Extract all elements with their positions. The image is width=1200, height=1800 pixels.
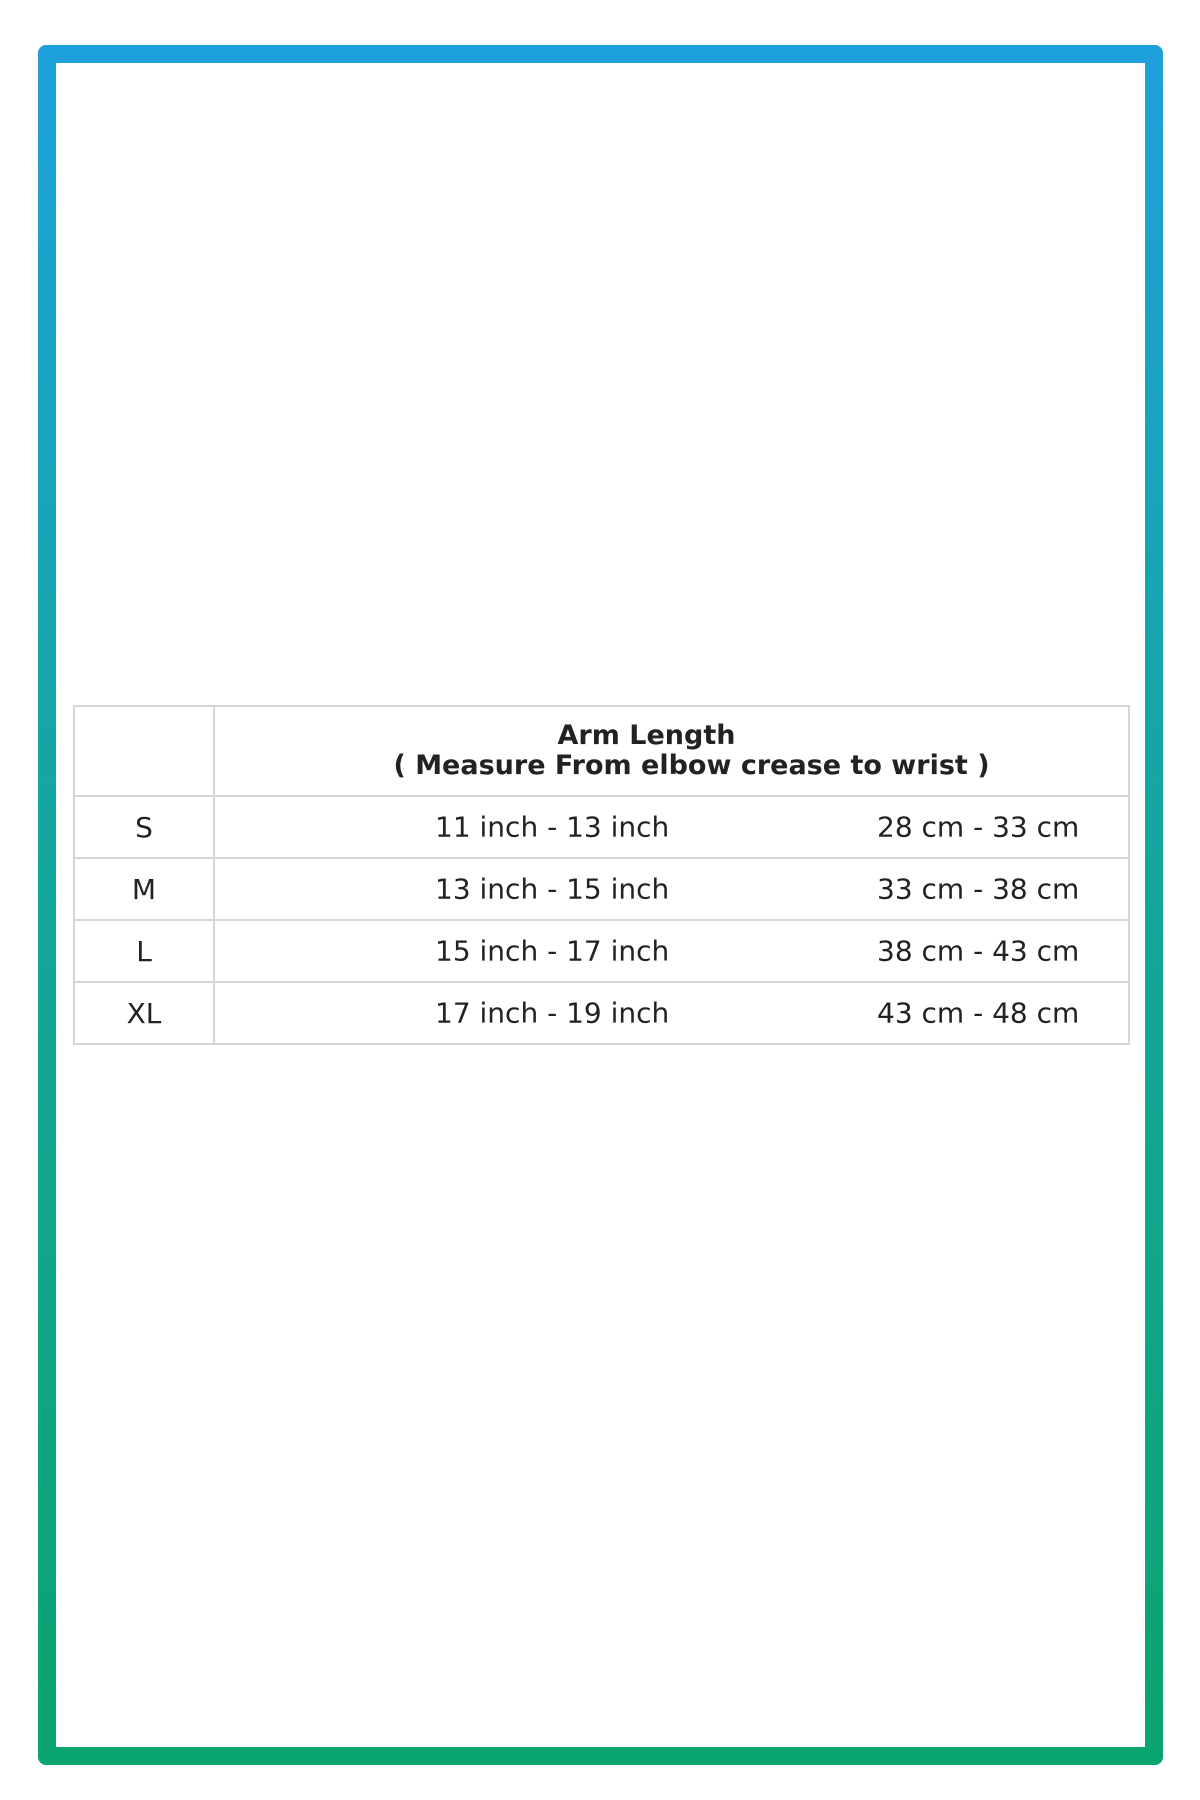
values-cell xyxy=(214,858,1129,920)
size-chart-table xyxy=(73,705,1130,1045)
cm-range: 28 cm - 33 cm xyxy=(877,810,1080,844)
table-row xyxy=(74,796,1129,858)
size-label: M xyxy=(74,858,214,920)
table-row xyxy=(74,982,1129,1044)
cm-range: 38 cm - 43 cm xyxy=(877,934,1080,968)
header-subtitle: ( Measure From elbow crease to wrist ) xyxy=(393,750,990,781)
values-cell xyxy=(214,920,1129,982)
values-cell xyxy=(214,982,1129,1044)
size-label: S xyxy=(74,796,214,858)
frame-content xyxy=(56,63,1145,1747)
header-title: Arm Length xyxy=(557,720,736,751)
table-header-row xyxy=(74,706,1129,796)
header-cell xyxy=(214,706,1129,796)
size-label: L xyxy=(74,920,214,982)
header-empty-cell xyxy=(74,706,214,796)
cm-range: 43 cm - 48 cm xyxy=(877,996,1080,1030)
inch-range: 11 inch - 13 inch xyxy=(435,810,670,844)
size-label: XL xyxy=(74,982,214,1044)
inch-range: 17 inch - 19 inch xyxy=(435,996,670,1030)
inch-range: 13 inch - 15 inch xyxy=(435,872,670,906)
values-cell xyxy=(214,796,1129,858)
cm-range: 33 cm - 38 cm xyxy=(877,872,1080,906)
gradient-frame xyxy=(38,45,1163,1765)
table-row xyxy=(74,920,1129,982)
table-row xyxy=(74,858,1129,920)
inch-range: 15 inch - 17 inch xyxy=(435,934,670,968)
